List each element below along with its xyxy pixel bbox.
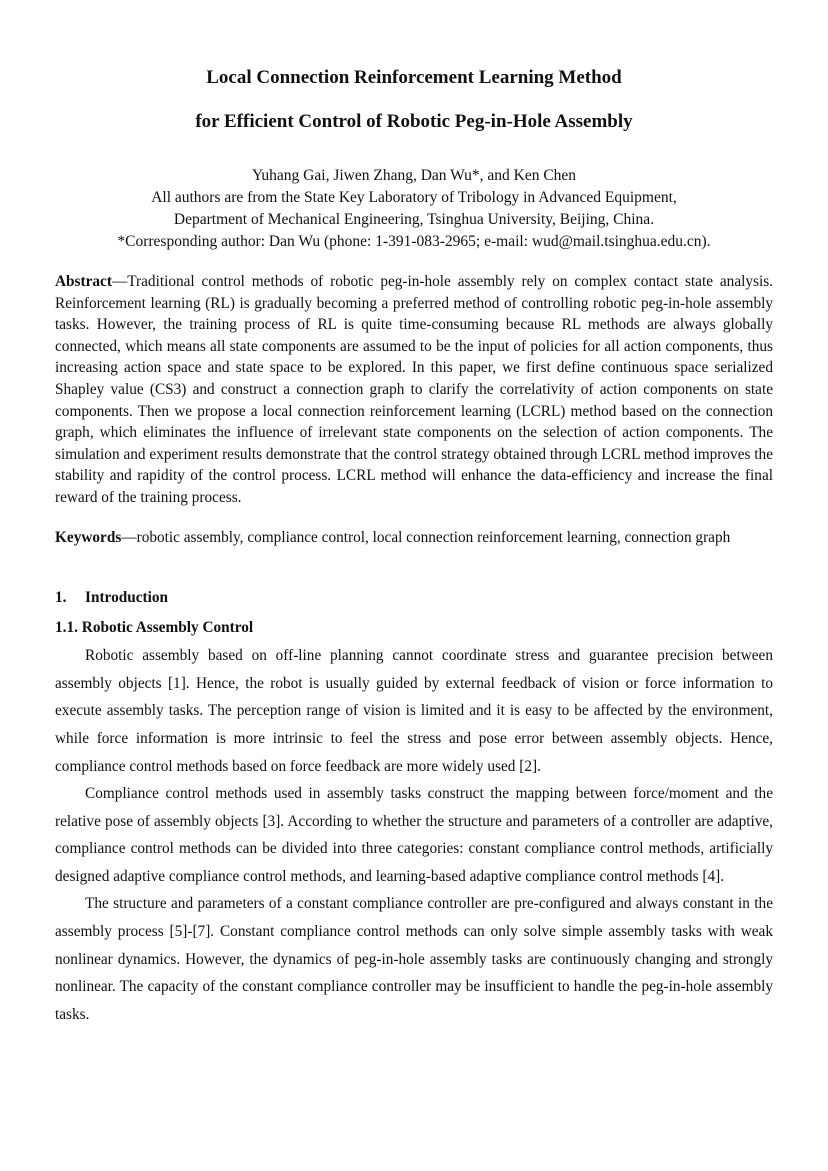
section-title: Introduction [85, 589, 169, 607]
author-block [55, 165, 773, 253]
corresponding-author: *Corresponding author: Dan Wu (phone: 1-391-083-2965; e-mail: wud@mail.tsinghua.edu.cn). [117, 233, 711, 250]
abstract-dash: — [111, 273, 128, 290]
subsection-heading-robotic-assembly-control: 1.1. Robotic Assembly Control [55, 619, 254, 637]
section-number: 1. [55, 589, 67, 607]
keywords-text: robotic assembly, compliance control, local connection reinforcement learning, connection graph [136, 528, 731, 546]
abstract-text: Traditional control methods of robotic peg-in-hole assembly rely on complex contact state analysis. Reinforcement learning (RL) is gradually becoming a preferred method of controlling robotic peg-in-hole assembly tasks. However, the training process of RL is quite time-consuming because RL methods are always globally connected, which means all state components are assumed to be the input of policies for all action components, thus increasing action space and state space to be explored. In this paper, we first define continuous space serialized Shapley value (CS3) and construct a connection graph to clarify the correlativity of action components on state components. Then we propose a local connection reinforcement learning (LCRL) method based on the connection graph, which eliminates the influence of irrelevant state components on the selection of action components. The simulation and experiment results demonstrate that the control strategy obtained through LCRL method improves the stability and rapidity of the control process. LCRL method will enhance the data-efficiency and increase the final reward of the training process. [55, 273, 773, 506]
body-paragraph: Robotic assembly based on off-line planning cannot coordinate stress and guarantee precision between assembly objects [1]. Hence, the robot is usually guided by external feedback of vision or force information to execute assembly tasks. The perception range of vision is limited and it is easy to be affected by the environment, while force information is more intrinsic to feel the stress and pose error between assembly objects. Hence, compliance control methods based on force feedback are more widely used [2]. [55, 647, 773, 775]
author-affiliation-line-1: All authors are from the State Key Laboratory of Tribology in Advanced Equipment, [151, 189, 677, 206]
paper-title-line-2: for Efficient Control of Robotic Peg-in-Hole Assembly [195, 111, 633, 132]
keywords [55, 527, 773, 549]
author-names: Yuhang Gai, Jiwen Zhang, Dan Wu*, and Ken Chen [251, 167, 577, 184]
abstract [55, 271, 773, 509]
abstract-label: Abstract [55, 273, 112, 290]
keywords-label: Keywords [55, 528, 122, 546]
section-heading-introduction [55, 587, 773, 609]
body-paragraph: Compliance control methods used in assembly tasks construct the mapping between force/moment and the relative pose of assembly objects [3]. According to whether the structure and parameters of a controller are adaptive, compliance control methods can be divided into three categories: constant compliance control methods, artificially designed adaptive compliance control methods, and learning-based adaptive compliance control methods [4]. [55, 785, 773, 885]
paper-title-line-1: Local Connection Reinforcement Learning Method [206, 67, 622, 88]
body-paragraph: The structure and parameters of a constant compliance controller are pre-configured and always constant in the assembly process [5]-[7]. Constant compliance control methods can only solve simple assembly tasks with weak nonlinear dynamics. However, the dynamics of peg-in-hole assembly tasks are continuously changing and strongly nonlinear. The capacity of the constant compliance controller may be insufficient to handle the peg-in-hole assembly tasks. [55, 895, 773, 1023]
keywords-dash: — [121, 528, 137, 546]
author-affiliation-line-2: Department of Mechanical Engineering, Tsinghua University, Beijing, China. [173, 211, 655, 228]
